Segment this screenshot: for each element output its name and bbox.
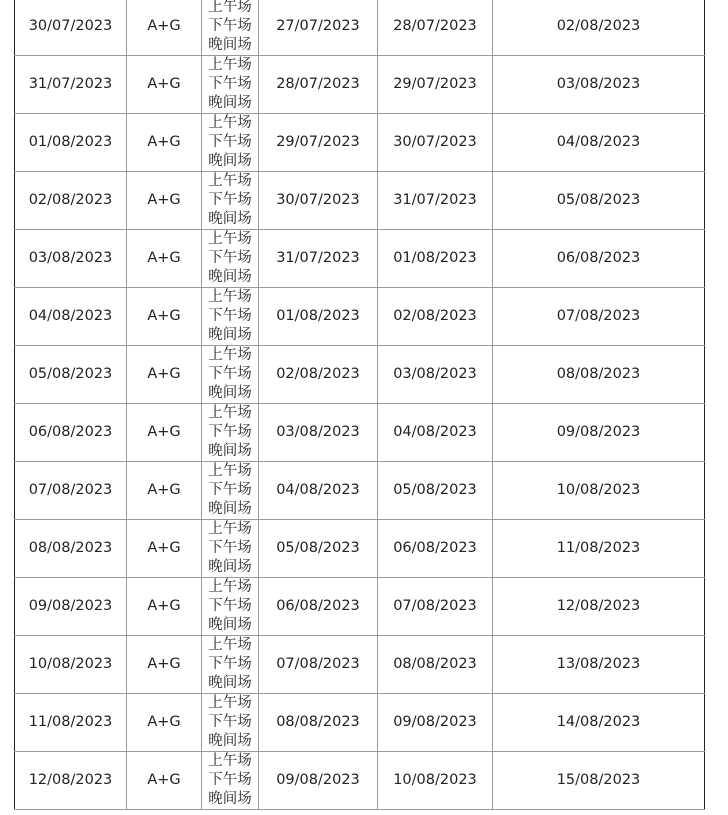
session-label: 下午场 [208,424,252,440]
session-label: 上午场 [208,405,252,421]
session-list [208,694,252,751]
code-cell: A+G [127,752,202,810]
session-label: 下午场 [208,18,252,34]
session-label: 晚间场 [208,443,252,459]
sessions-cell [202,114,259,172]
date-1-cell: 01/08/2023 [259,288,378,346]
session-list [208,172,252,229]
date-cell: 05/08/2023 [15,346,127,404]
date-2-cell: 09/08/2023 [378,694,493,752]
date-2-cell: 08/08/2023 [378,636,493,694]
session-label: 晚间场 [208,733,252,749]
date-2-cell: 31/07/2023 [378,172,493,230]
date-cell: 30/07/2023 [15,0,127,56]
session-label: 上午场 [208,289,252,305]
date-2-cell: 28/07/2023 [378,0,493,56]
session-label: 下午场 [208,250,252,266]
session-list [208,0,252,55]
date-3-cell: 06/08/2023 [493,230,705,288]
date-cell: 01/08/2023 [15,114,127,172]
date-3-cell: 12/08/2023 [493,578,705,636]
session-label: 上午场 [208,347,252,363]
date-1-cell: 29/07/2023 [259,114,378,172]
date-cell: 11/08/2023 [15,694,127,752]
session-label: 下午场 [208,482,252,498]
code-cell: A+G [127,56,202,114]
session-label: 上午场 [208,463,252,479]
session-label: 下午场 [208,192,252,208]
code-cell: A+G [127,694,202,752]
session-label: 上午场 [208,173,252,189]
session-list [208,462,252,519]
date-1-cell: 03/08/2023 [259,404,378,462]
date-2-cell: 04/08/2023 [378,404,493,462]
table-row [15,752,705,810]
session-label: 上午场 [208,579,252,595]
code-cell: A+G [127,520,202,578]
date-1-cell: 09/08/2023 [259,752,378,810]
session-list [208,578,252,635]
date-cell: 04/08/2023 [15,288,127,346]
session-label: 上午场 [208,753,252,769]
session-label: 下午场 [208,134,252,150]
session-label: 下午场 [208,366,252,382]
date-2-cell: 10/08/2023 [378,752,493,810]
schedule-table [14,0,705,810]
session-list [208,56,252,113]
session-label: 晚间场 [208,269,252,285]
date-cell: 08/08/2023 [15,520,127,578]
schedule-table-body [15,0,705,810]
date-cell: 31/07/2023 [15,56,127,114]
date-3-cell: 02/08/2023 [493,0,705,56]
date-3-cell: 05/08/2023 [493,172,705,230]
code-cell: A+G [127,230,202,288]
sessions-cell [202,578,259,636]
session-list [208,752,252,809]
code-cell: A+G [127,636,202,694]
session-label: 晚间场 [208,675,252,691]
session-list [208,636,252,693]
session-label: 晚间场 [208,37,252,53]
date-3-cell: 15/08/2023 [493,752,705,810]
session-label: 上午场 [208,637,252,653]
sessions-cell [202,230,259,288]
table-row [15,288,705,346]
date-1-cell: 07/08/2023 [259,636,378,694]
code-cell: A+G [127,172,202,230]
session-label: 晚间场 [208,385,252,401]
session-label: 上午场 [208,115,252,131]
session-list [208,404,252,461]
session-list [208,346,252,403]
date-1-cell: 02/08/2023 [259,346,378,404]
date-3-cell: 03/08/2023 [493,56,705,114]
date-3-cell: 09/08/2023 [493,404,705,462]
session-list [208,230,252,287]
table-row [15,694,705,752]
date-2-cell: 02/08/2023 [378,288,493,346]
date-2-cell: 07/08/2023 [378,578,493,636]
table-row [15,56,705,114]
session-label: 上午场 [208,57,252,73]
date-cell: 06/08/2023 [15,404,127,462]
table-row [15,520,705,578]
session-label: 晚间场 [208,559,252,575]
session-label: 上午场 [208,695,252,711]
code-cell: A+G [127,462,202,520]
session-label: 晚间场 [208,791,252,807]
date-3-cell: 13/08/2023 [493,636,705,694]
date-1-cell: 28/07/2023 [259,56,378,114]
date-2-cell: 05/08/2023 [378,462,493,520]
date-2-cell: 29/07/2023 [378,56,493,114]
session-label: 下午场 [208,656,252,672]
session-label: 上午场 [208,0,252,15]
date-cell: 03/08/2023 [15,230,127,288]
sessions-cell [202,752,259,810]
session-label: 晚间场 [208,153,252,169]
date-2-cell: 01/08/2023 [378,230,493,288]
table-row [15,636,705,694]
code-cell: A+G [127,578,202,636]
date-cell: 12/08/2023 [15,752,127,810]
code-cell: A+G [127,114,202,172]
session-label: 晚间场 [208,501,252,517]
date-3-cell: 11/08/2023 [493,520,705,578]
session-label: 下午场 [208,308,252,324]
session-label: 晚间场 [208,327,252,343]
sessions-cell [202,0,259,56]
date-1-cell: 08/08/2023 [259,694,378,752]
date-1-cell: 30/07/2023 [259,172,378,230]
date-2-cell: 03/08/2023 [378,346,493,404]
code-cell: A+G [127,0,202,56]
table-row [15,0,705,56]
table-row [15,578,705,636]
date-2-cell: 30/07/2023 [378,114,493,172]
session-label: 下午场 [208,714,252,730]
sessions-cell [202,288,259,346]
table-row [15,114,705,172]
session-list [208,114,252,171]
session-label: 晚间场 [208,617,252,633]
date-3-cell: 07/08/2023 [493,288,705,346]
table-row [15,172,705,230]
session-list [208,288,252,345]
date-3-cell: 04/08/2023 [493,114,705,172]
date-1-cell: 06/08/2023 [259,578,378,636]
date-1-cell: 31/07/2023 [259,230,378,288]
session-label: 下午场 [208,772,252,788]
session-label: 晚间场 [208,95,252,111]
session-label: 上午场 [208,231,252,247]
date-1-cell: 27/07/2023 [259,0,378,56]
session-list [208,520,252,577]
code-cell: A+G [127,404,202,462]
sessions-cell [202,636,259,694]
session-label: 下午场 [208,76,252,92]
session-label: 下午场 [208,598,252,614]
date-3-cell: 08/08/2023 [493,346,705,404]
code-cell: A+G [127,288,202,346]
date-1-cell: 05/08/2023 [259,520,378,578]
date-cell: 09/08/2023 [15,578,127,636]
session-label: 晚间场 [208,211,252,227]
date-1-cell: 04/08/2023 [259,462,378,520]
date-cell: 10/08/2023 [15,636,127,694]
sessions-cell [202,346,259,404]
code-cell: A+G [127,346,202,404]
table-row [15,346,705,404]
sessions-cell [202,404,259,462]
date-3-cell: 14/08/2023 [493,694,705,752]
sessions-cell [202,56,259,114]
sessions-cell [202,520,259,578]
date-cell: 02/08/2023 [15,172,127,230]
table-row [15,462,705,520]
date-cell: 07/08/2023 [15,462,127,520]
sessions-cell [202,172,259,230]
table-row [15,230,705,288]
table-row [15,404,705,462]
date-2-cell: 06/08/2023 [378,520,493,578]
session-label: 下午场 [208,540,252,556]
date-3-cell: 10/08/2023 [493,462,705,520]
sessions-cell [202,694,259,752]
session-label: 上午场 [208,521,252,537]
sessions-cell [202,462,259,520]
